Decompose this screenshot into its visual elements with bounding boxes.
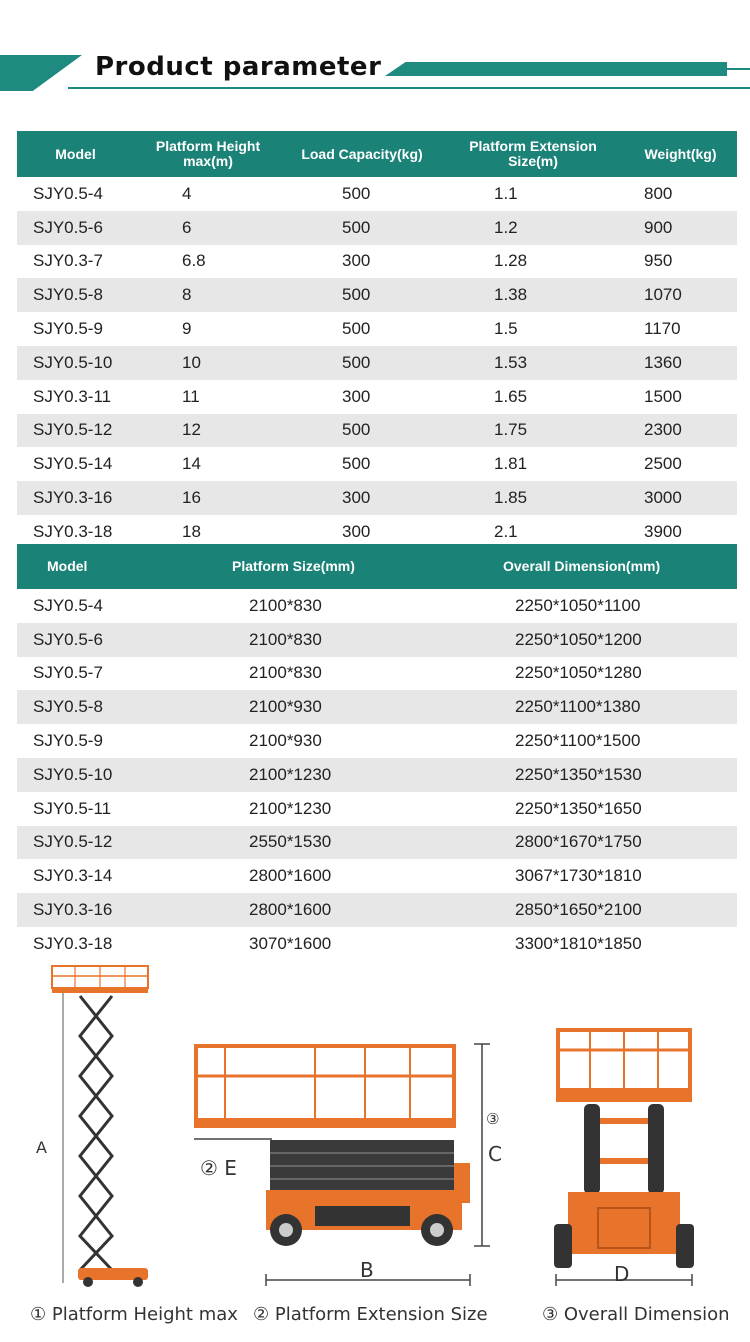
cell-platform-size: 2800*1600 bbox=[134, 893, 375, 927]
cell-model: SJY0.5-14 bbox=[17, 447, 134, 481]
cell-overall-dimension: 3300*1810*1850 bbox=[375, 927, 737, 961]
cell-model: SJY0.5-4 bbox=[17, 589, 134, 623]
cell-platform-size: 2100*1230 bbox=[134, 758, 375, 792]
cell-load-capacity: 300 bbox=[282, 515, 442, 549]
cell-model: SJY0.5-4 bbox=[17, 177, 134, 211]
table-row bbox=[17, 893, 737, 927]
col-header-weight: Weight(kg) bbox=[624, 131, 737, 177]
cell-extension-size: 1.85 bbox=[442, 481, 624, 515]
table-row bbox=[17, 211, 737, 245]
cell-weight: 1070 bbox=[624, 278, 737, 312]
cell-load-capacity: 500 bbox=[282, 346, 442, 380]
cell-model: SJY0.5-12 bbox=[17, 414, 134, 448]
cell-model: SJY0.5-8 bbox=[17, 690, 134, 724]
cell-extension-size: 1.75 bbox=[442, 414, 624, 448]
col-header-overall-dimension: Overall Dimension(mm) bbox=[375, 544, 737, 589]
cell-extension-size: 1.81 bbox=[442, 447, 624, 481]
cell-model: SJY0.3-7 bbox=[17, 245, 134, 279]
cell-weight: 3000 bbox=[624, 481, 737, 515]
table-row bbox=[17, 690, 737, 724]
cell-weight: 950 bbox=[624, 245, 737, 279]
caption-overall-dimension: ③ Overall Dimension bbox=[542, 1304, 730, 1325]
table-row bbox=[17, 312, 737, 346]
cell-extension-size: 1.65 bbox=[442, 380, 624, 414]
cell-model: SJY0.3-18 bbox=[17, 515, 134, 549]
cell-extension-size: 1.38 bbox=[442, 278, 624, 312]
table-row bbox=[17, 724, 737, 758]
section-header bbox=[0, 0, 750, 110]
cell-platform-size: 2100*930 bbox=[134, 724, 375, 758]
dimension-label-c: C bbox=[488, 1142, 502, 1166]
cell-model: SJY0.5-6 bbox=[17, 623, 134, 657]
front-view-lift-illustration bbox=[554, 1030, 694, 1286]
cell-weight: 3900 bbox=[624, 515, 737, 549]
cell-overall-dimension: 2250*1050*1200 bbox=[375, 623, 737, 657]
cell-platform-height: 6.8 bbox=[134, 245, 282, 279]
cell-overall-dimension: 2250*1100*1500 bbox=[375, 724, 737, 758]
table-row bbox=[17, 623, 737, 657]
dimension-table bbox=[17, 544, 737, 961]
cell-platform-size: 2100*930 bbox=[134, 690, 375, 724]
cell-weight: 1500 bbox=[624, 380, 737, 414]
cell-model: SJY0.5-9 bbox=[17, 724, 134, 758]
cell-model: SJY0.5-9 bbox=[17, 312, 134, 346]
header-accent-line bbox=[727, 68, 750, 70]
cell-overall-dimension: 2250*1050*1280 bbox=[375, 657, 737, 691]
cell-platform-size: 2550*1530 bbox=[134, 826, 375, 860]
table-row bbox=[17, 346, 737, 380]
cell-platform-height: 6 bbox=[134, 211, 282, 245]
cell-model: SJY0.3-14 bbox=[17, 859, 134, 893]
cell-platform-size: 3070*1600 bbox=[134, 927, 375, 961]
cell-overall-dimension: 2250*1350*1530 bbox=[375, 758, 737, 792]
table-row bbox=[17, 447, 737, 481]
extended-lift-illustration bbox=[52, 966, 148, 1287]
cell-extension-size: 2.1 bbox=[442, 515, 624, 549]
cell-load-capacity: 500 bbox=[282, 414, 442, 448]
cell-model: SJY0.5-6 bbox=[17, 211, 134, 245]
cell-overall-dimension: 2250*1100*1380 bbox=[375, 690, 737, 724]
table-header-row bbox=[17, 544, 737, 589]
cell-extension-size: 1.1 bbox=[442, 177, 624, 211]
dimension-label-a: A bbox=[36, 1138, 47, 1157]
table-row bbox=[17, 826, 737, 860]
cell-model: SJY0.3-16 bbox=[17, 893, 134, 927]
table-row bbox=[17, 278, 737, 312]
lift-dimension-diagram bbox=[0, 958, 750, 1342]
dimension-label-e: ② E bbox=[200, 1156, 237, 1180]
cell-model: SJY0.3-11 bbox=[17, 380, 134, 414]
cell-overall-dimension: 3067*1730*1810 bbox=[375, 859, 737, 893]
table-row bbox=[17, 589, 737, 623]
cell-load-capacity: 300 bbox=[282, 245, 442, 279]
cell-load-capacity: 500 bbox=[282, 447, 442, 481]
dimension-label-d: D bbox=[614, 1262, 630, 1286]
cell-platform-height: 10 bbox=[134, 346, 282, 380]
header-underline bbox=[68, 87, 750, 89]
col-header-load-capacity: Load Capacity(kg) bbox=[282, 131, 442, 177]
cell-load-capacity: 500 bbox=[282, 312, 442, 346]
cell-platform-size: 2100*830 bbox=[134, 623, 375, 657]
cell-overall-dimension: 2250*1050*1100 bbox=[375, 589, 737, 623]
col-header-model: Model bbox=[17, 544, 134, 589]
cell-platform-height: 18 bbox=[134, 515, 282, 549]
cell-weight: 1360 bbox=[624, 346, 737, 380]
header-accent-left bbox=[0, 55, 82, 91]
table-row bbox=[17, 859, 737, 893]
cell-weight: 2500 bbox=[624, 447, 737, 481]
cell-load-capacity: 500 bbox=[282, 177, 442, 211]
cell-load-capacity: 300 bbox=[282, 481, 442, 515]
cell-model: SJY0.5-7 bbox=[17, 657, 134, 691]
header-accent-right bbox=[385, 62, 727, 76]
table-row bbox=[17, 758, 737, 792]
cell-platform-height: 14 bbox=[134, 447, 282, 481]
cell-weight: 800 bbox=[624, 177, 737, 211]
side-view-lift-illustration bbox=[194, 1044, 490, 1286]
cell-platform-size: 2100*830 bbox=[134, 657, 375, 691]
cell-overall-dimension: 2250*1350*1650 bbox=[375, 792, 737, 826]
table-row bbox=[17, 792, 737, 826]
col-header-platform-height: Platform Height max(m) bbox=[134, 131, 282, 177]
cell-overall-dimension: 2800*1670*1750 bbox=[375, 826, 737, 860]
cell-platform-height: 12 bbox=[134, 414, 282, 448]
table-header-row bbox=[17, 131, 737, 177]
cell-load-capacity: 300 bbox=[282, 380, 442, 414]
cell-weight: 2300 bbox=[624, 414, 737, 448]
cell-platform-height: 8 bbox=[134, 278, 282, 312]
cell-model: SJY0.5-12 bbox=[17, 826, 134, 860]
cell-weight: 900 bbox=[624, 211, 737, 245]
cell-model: SJY0.5-10 bbox=[17, 346, 134, 380]
cell-platform-size: 2100*1230 bbox=[134, 792, 375, 826]
cell-model: SJY0.3-18 bbox=[17, 927, 134, 961]
col-header-platform-size: Platform Size(mm) bbox=[134, 544, 375, 589]
cell-platform-height: 4 bbox=[134, 177, 282, 211]
cell-platform-size: 2100*830 bbox=[134, 589, 375, 623]
cell-load-capacity: 500 bbox=[282, 211, 442, 245]
col-header-extension-size: Platform Extension Size(m) bbox=[442, 131, 624, 177]
cell-weight: 1170 bbox=[624, 312, 737, 346]
table-row bbox=[17, 481, 737, 515]
page-title: Product parameter bbox=[95, 52, 382, 82]
caption-extension-size: ② Platform Extension Size bbox=[253, 1304, 488, 1325]
cell-model: SJY0.5-11 bbox=[17, 792, 134, 826]
cell-model: SJY0.5-10 bbox=[17, 758, 134, 792]
caption-platform-height: ① Platform Height max bbox=[30, 1304, 238, 1325]
cell-platform-height: 9 bbox=[134, 312, 282, 346]
dimension-label-b: B bbox=[360, 1258, 374, 1282]
table-row bbox=[17, 927, 737, 961]
table-row bbox=[17, 414, 737, 448]
cell-extension-size: 1.2 bbox=[442, 211, 624, 245]
cell-model: SJY0.5-8 bbox=[17, 278, 134, 312]
cell-model: SJY0.3-16 bbox=[17, 481, 134, 515]
cell-platform-height: 11 bbox=[134, 380, 282, 414]
lift-illustrations bbox=[0, 958, 750, 1342]
dimension-marker-3: ③ bbox=[486, 1110, 500, 1128]
cell-overall-dimension: 2850*1650*2100 bbox=[375, 893, 737, 927]
cell-extension-size: 1.5 bbox=[442, 312, 624, 346]
table-row bbox=[17, 380, 737, 414]
cell-extension-size: 1.28 bbox=[442, 245, 624, 279]
cell-platform-size: 2800*1600 bbox=[134, 859, 375, 893]
table-row bbox=[17, 177, 737, 211]
col-header-model: Model bbox=[17, 131, 134, 177]
parameter-table bbox=[17, 131, 737, 549]
table-row bbox=[17, 657, 737, 691]
cell-extension-size: 1.53 bbox=[442, 346, 624, 380]
cell-platform-height: 16 bbox=[134, 481, 282, 515]
cell-load-capacity: 500 bbox=[282, 278, 442, 312]
table-row bbox=[17, 245, 737, 279]
